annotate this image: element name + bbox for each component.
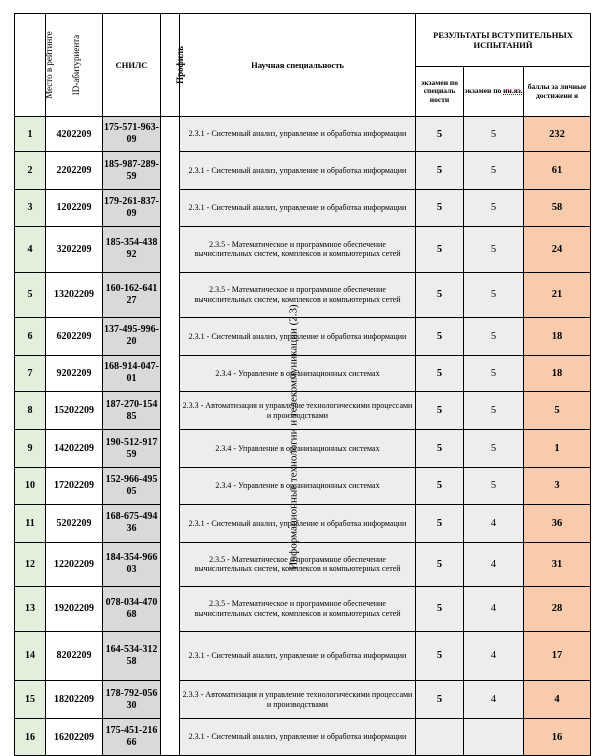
header-exam-specialty: экзамен по специаль ности [416,67,464,117]
table-row [15,355,591,391]
exam-specialty-cell: 5 [416,430,464,467]
header-profile: Профиль [161,14,180,117]
achievements-cell: 61 [524,152,591,189]
table-row [15,719,591,756]
applicant-id-cell: 14202209 [46,430,103,467]
applicant-id-cell: 2202209 [46,152,103,189]
place-cell: 10 [15,467,46,504]
table-row [15,542,591,586]
exam-foreign-cell: 4 [464,681,524,719]
snils-cell: 187-270-154 85 [103,391,161,429]
applicant-id-cell: 19202209 [46,587,103,631]
table-row [15,117,591,152]
specialty-cell: 2.3.1 - Системный анализ, управление и обработка информации [180,117,416,152]
applicant-id-cell: 12202209 [46,542,103,586]
applicant-id-cell: 1202209 [46,189,103,226]
achievements-cell: 17 [524,631,591,681]
exam-specialty-cell: 5 [416,272,464,317]
place-cell: 1 [15,117,46,152]
exam-specialty-cell: 5 [416,467,464,504]
place-cell: 3 [15,189,46,226]
achievements-cell: 24 [524,227,591,272]
exam-specialty-cell: 5 [416,355,464,391]
table-row [15,318,591,355]
applicant-id-cell: 15202209 [46,391,103,429]
header-achievements: баллы за личные достижени я [524,67,591,117]
exam-foreign-cell: 5 [464,318,524,355]
achievements-cell: 28 [524,587,591,631]
snils-cell: 190-512-917 59 [103,430,161,467]
exam-specialty-cell: 5 [416,542,464,586]
snils-cell: 179-261-837-09 [103,189,161,226]
exam-foreign-cell: 5 [464,355,524,391]
place-cell: 7 [15,355,46,391]
table-row [15,391,591,429]
achievements-cell: 31 [524,542,591,586]
specialty-cell: 2.3.5 - Математическое и программное обеспечение вычислительных систем, комплексов и компьютерных сетей [180,587,416,631]
place-cell: 2 [15,152,46,189]
header-place: Место в рейтинге [15,14,46,117]
table-row [15,681,591,719]
specialty-cell: 2.3.1 - Системный анализ, управление и обработка информации [180,189,416,226]
snils-cell: 168-675-494 36 [103,505,161,542]
table-row [15,189,591,226]
exam-specialty-cell: 5 [416,505,464,542]
place-cell: 14 [15,631,46,681]
place-cell: 4 [15,227,46,272]
exam-foreign-cell: 5 [464,152,524,189]
snils-cell: 152-966-495 05 [103,467,161,504]
snils-cell: 137-495-996-20 [103,318,161,355]
exam-specialty-cell: 5 [416,318,464,355]
place-cell: 9 [15,430,46,467]
specialty-cell: 2.3.4 - Управление в организационных системах [180,467,416,504]
place-cell: 13 [15,587,46,631]
table-row [15,587,591,631]
header-snils: СНИЛС [103,14,161,117]
specialty-cell: 2.3.1 - Системный анализ, управление и обработка информации [180,152,416,189]
header-results: РЕЗУЛЬТАТЫ ВСТУПИТЕЛЬНЫХ ИСПЫТАНИЙ [416,14,591,67]
place-cell: 15 [15,681,46,719]
achievements-cell: 18 [524,318,591,355]
achievements-cell: 1 [524,430,591,467]
specialty-cell: 2.3.1 - Системный анализ, управление и обработка информации [180,719,416,756]
applicant-id-cell: 5202209 [46,505,103,542]
exam-specialty-cell: 5 [416,189,464,226]
applicant-id-cell: 4202209 [46,117,103,152]
applicant-id-cell: 9202209 [46,355,103,391]
specialty-cell: 2.3.4 - Управление в организационных системах [180,355,416,391]
exam-foreign-cell: 5 [464,467,524,504]
applicant-id-cell: 6202209 [46,318,103,355]
snils-cell: 178-792-056 30 [103,681,161,719]
exam-specialty-cell: 5 [416,631,464,681]
table-row [15,227,591,272]
achievements-cell: 4 [524,681,591,719]
snils-cell: 164-534-312 58 [103,631,161,681]
exam-foreign-cell: 4 [464,505,524,542]
achievements-cell: 3 [524,467,591,504]
exam-foreign-cell [464,719,524,756]
rating-table [14,13,591,756]
snils-cell: 168-914-047-01 [103,355,161,391]
applicant-id-cell: 18202209 [46,681,103,719]
achievements-cell: 18 [524,355,591,391]
specialty-cell: 2.3.1 - Системный анализ, управление и обработка информации [180,505,416,542]
specialty-cell: 2.3.4 - Управление в организационных системах [180,430,416,467]
snils-cell: 175-571-963-09 [103,117,161,152]
applicant-id-cell: 17202209 [46,467,103,504]
table-row [15,272,591,317]
specialty-cell: 2.3.5 - Математическое и программное обеспечение вычислительных систем, комплексов и компьютерных сетей [180,542,416,586]
exam-foreign-cell: 5 [464,391,524,429]
exam-specialty-cell: 5 [416,152,464,189]
specialty-cell: 2.3.3 - Автоматизация и управление технологическими процессами и производствами [180,681,416,719]
exam-foreign-cell: 4 [464,631,524,681]
specialty-cell: 2.3.3 - Автоматизация и управление технологическими процессами и производствами [180,391,416,429]
exam-foreign-cell: 5 [464,117,524,152]
specialty-cell: 2.3.1 - Системный анализ, управление и обработка информации [180,631,416,681]
applicant-id-cell: 16202209 [46,719,103,756]
exam-specialty-cell: 5 [416,587,464,631]
table-row [15,467,591,504]
header-id: ID-абитуриента [46,14,103,117]
exam-specialty-cell: 5 [416,391,464,429]
place-cell: 5 [15,272,46,317]
achievements-cell: 5 [524,391,591,429]
table-row [15,631,591,681]
exam-foreign-cell: 4 [464,587,524,631]
exam-specialty-cell [416,719,464,756]
snils-cell: 160-162-641 27 [103,272,161,317]
exam-specialty-cell: 5 [416,681,464,719]
table-row [15,505,591,542]
snils-cell: 175-451-216 66 [103,719,161,756]
exam-foreign-cell: 5 [464,189,524,226]
specialty-cell: 2.3.5 - Математическое и программное обеспечение вычислительных систем, комплексов и компьютерных сетей [180,227,416,272]
place-cell: 8 [15,391,46,429]
place-cell: 16 [15,719,46,756]
achievements-cell: 232 [524,117,591,152]
snils-cell: 078-034-470 68 [103,587,161,631]
exam-specialty-cell: 5 [416,227,464,272]
specialty-cell: 2.3.5 - Математическое и программное обеспечение вычислительных систем, комплексов и компьютерных сетей [180,272,416,317]
snils-cell: 184-354-966 03 [103,542,161,586]
place-cell: 11 [15,505,46,542]
applicant-id-cell: 13202209 [46,272,103,317]
achievements-cell: 36 [524,505,591,542]
achievements-cell: 21 [524,272,591,317]
applicant-id-cell: 3202209 [46,227,103,272]
table-row [15,430,591,467]
table-row [15,152,591,189]
exam-specialty-cell: 5 [416,117,464,152]
exam-foreign-cell: 5 [464,272,524,317]
profile-name: Информационные технологии и телекоммуникации (2.3) [287,304,300,570]
achievements-cell: 58 [524,189,591,226]
snils-cell: 185-987-289-59 [103,152,161,189]
achievements-cell: 16 [524,719,591,756]
exam-foreign-cell: 5 [464,430,524,467]
specialty-cell: 2.3.1 - Системный анализ, управление и обработка информации [180,318,416,355]
exam-foreign-cell: 4 [464,542,524,586]
place-cell: 6 [15,318,46,355]
header-exam-foreign: экзамен по ин.яз. [464,67,524,117]
exam-foreign-cell: 5 [464,227,524,272]
place-cell: 12 [15,542,46,586]
header-specialty: Научная специальность [180,14,416,117]
applicant-id-cell: 8202209 [46,631,103,681]
snils-cell: 185-354-438 92 [103,227,161,272]
